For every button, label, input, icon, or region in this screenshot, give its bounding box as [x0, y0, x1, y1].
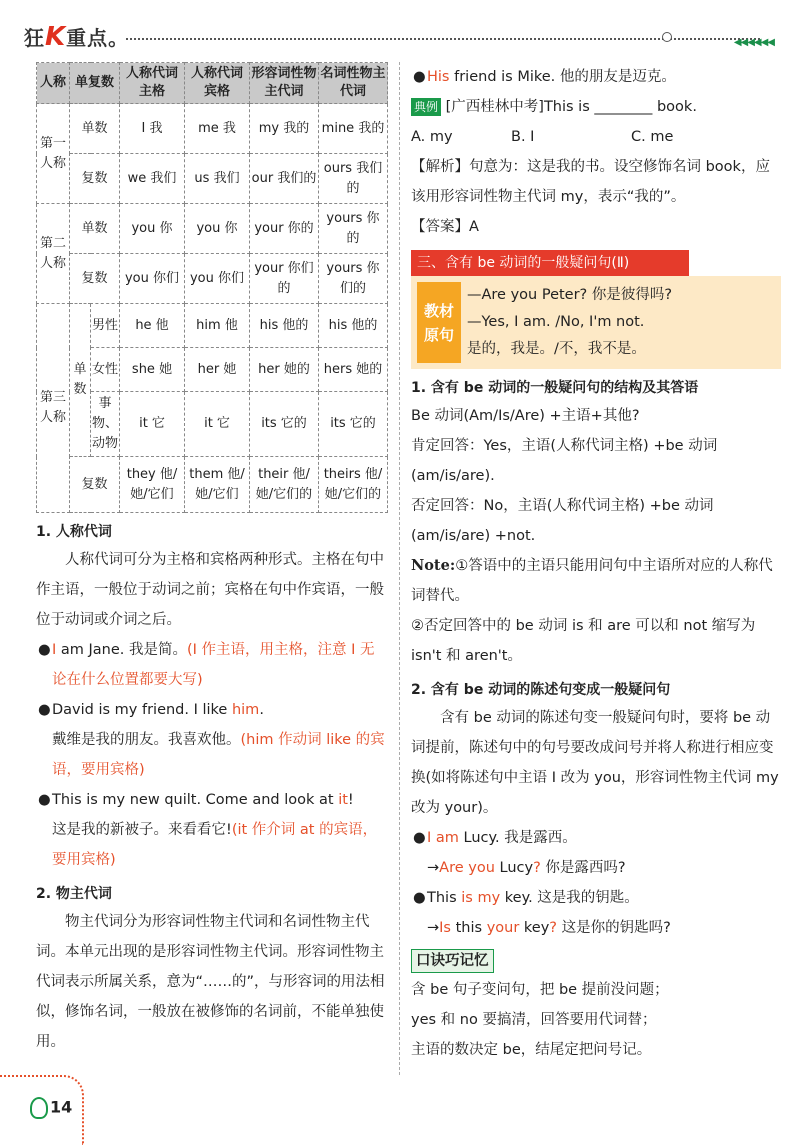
table-cell: mine 我的 [319, 104, 388, 154]
table-cell: us 我们 [185, 154, 250, 204]
textbook-original-box [411, 276, 781, 369]
ex2-cn: 戴维是我的朋友。我喜欢他。 [52, 732, 241, 748]
bullet-icon: ● [413, 890, 426, 906]
group-third-person: 第三人称 [37, 304, 70, 513]
e2-highlight: Are you [439, 860, 495, 876]
exercise-options [411, 122, 781, 152]
conversion-text: 含有 be 动词的陈述句变一般疑问句时，要将 be 动词提前，陈述句中的句号要改成问号并将人称进行相应变换(如将陈述句中主语 I 改为 you，形容词性物主代词 my 改为 your)。 [411, 710, 779, 816]
table-cell: theirs 他/她/它们的 [319, 457, 388, 513]
textbook-tag-2: 原句 [423, 325, 454, 344]
table-cell: I 我 [120, 104, 185, 154]
example-2-cn [36, 725, 388, 785]
table-cell: yours 你的 [319, 204, 388, 254]
table-cell: ours 我们的 [319, 154, 388, 204]
table-cell: it 它 [185, 392, 250, 457]
ex3-punct: ! [347, 792, 354, 808]
page-number [30, 1097, 72, 1119]
e4-this: this [451, 920, 487, 936]
balloon-icon [30, 1097, 48, 1119]
row-num: 复数 [70, 154, 120, 204]
ex3-cn: 这是我的新被子。来看看它! [52, 822, 232, 838]
table-cell: it 它 [120, 392, 185, 457]
textbook-dialog [467, 282, 672, 363]
his-text: friend is Mike. 他的朋友是迈克。 [449, 69, 676, 85]
table-cell: its 它的 [319, 392, 388, 457]
table-cell: you 你们 [120, 254, 185, 304]
e3-text-a: This [427, 890, 462, 906]
conv-example-1 [411, 823, 781, 853]
table-cell: her 她的 [250, 348, 319, 392]
option-c: C. me [631, 129, 674, 145]
ex2-note: (him 作动词 like 的宾语，要用宾格) [52, 732, 385, 778]
th-adj-possessive: 形容词性物主代词 [250, 63, 319, 104]
section-banner: 三、含有 be 动词的一般疑问句(Ⅱ) [411, 250, 689, 276]
option-a: A. my [411, 129, 453, 145]
table-row [37, 457, 388, 513]
table-cell: she 她 [120, 348, 185, 392]
logo-right: 重点。 [66, 26, 130, 50]
example-tag: 典例 [411, 98, 441, 116]
ex1-highlight: I [52, 642, 57, 658]
note-1-text: ①答语中的主语只能用问句中主语所对应的人称代词替代。 [411, 558, 773, 604]
table-cell: they 他/她/它们 [120, 457, 185, 513]
table-cell: your 你的 [250, 204, 319, 254]
example-1 [36, 635, 388, 695]
note-1 [411, 551, 781, 611]
table-cell: his 他的 [250, 304, 319, 348]
row-num: 复数 [70, 254, 120, 304]
table-row [37, 104, 388, 154]
table-cell: he 他 [120, 304, 185, 348]
note-2: ②否定回答中的 be 动词 is 和 are 可以和 not 缩写为 isn't 和 aren't。 [411, 618, 756, 664]
ex3-text: This is my new quilt. Come and look at [52, 792, 339, 808]
ex2-highlight: him [231, 702, 260, 718]
row-num: 事物、动物 [91, 392, 120, 457]
table-row [37, 204, 388, 254]
table-cell: their 他/她/它们的 [250, 457, 319, 513]
conversion-title: 2. 含有 be 动词的陈述句变成一般疑问句 [411, 682, 671, 698]
e4-highlight-your: your [486, 920, 520, 936]
table-cell: you 你 [120, 204, 185, 254]
ex1-note: (I 作主语，用主格，注意 I 无论在什么位置都要大写) [52, 642, 375, 688]
e1-text: Lucy. 我是露西。 [458, 830, 577, 846]
arrow-icon: → [427, 920, 440, 936]
structure-line-3: 否定回答：No，主语(人称代词主格) +be 动词(am/is/are) +not. [411, 498, 714, 544]
conv-example-3 [411, 883, 781, 913]
table-cell: its 它的 [250, 392, 319, 457]
table-cell: his 他的 [319, 304, 388, 348]
right-column [411, 62, 781, 1065]
mnemonic-title: 口诀巧记忆 [411, 949, 494, 973]
e4-key: key [519, 920, 550, 936]
th-subject: 人称代词主格 [120, 63, 185, 104]
ex2-punct: . [259, 702, 264, 718]
exercise-question [411, 92, 781, 122]
dialog-line-1: —Are you Peter? 你是彼得吗? [467, 287, 673, 303]
row-num: 男性 [91, 304, 120, 348]
e3-highlight: is my [461, 890, 501, 906]
left-column [36, 62, 388, 1057]
header-circle-icon [662, 32, 672, 42]
example-3 [36, 785, 388, 815]
bullet-icon: ● [413, 830, 426, 846]
header-logo [24, 22, 129, 52]
table-row [37, 254, 388, 304]
row-num: 女性 [91, 348, 120, 392]
th-noun-possessive: 名词性物主代词 [319, 63, 388, 104]
section-possessive-title: 2. 物主代词 [36, 886, 112, 902]
column-divider [399, 62, 400, 1075]
table-cell: my 我的 [250, 104, 319, 154]
structure-line-1: Be 动词(Am/Is/Are) +主语+其他? [411, 408, 640, 424]
conv-example-4 [411, 913, 781, 943]
table-cell: me 我 [185, 104, 250, 154]
e2-cn: 你是露西吗? [540, 860, 626, 876]
e2-text: Lucy [494, 860, 534, 876]
option-b: B. I [511, 129, 535, 145]
table-cell: we 我们 [120, 154, 185, 204]
mnemonic-line-1: 含 be 句子变问句，把 be 提前没问题； [411, 982, 669, 998]
bullet-icon: ● [38, 702, 51, 718]
group-first-person: 第一人称 [37, 104, 70, 204]
bullet-icon: ● [38, 642, 51, 658]
section-personal-pronouns-text: 人称代词可分为主格和宾格两种形式。主格在句中作主语，一般位于动词之前；宾格在句中作宾语，一般位于动词或介词之后。 [36, 552, 384, 628]
bullet-icon: ● [38, 792, 51, 808]
e4-qmark: ? [549, 920, 557, 936]
structure-line-2: 肯定回答：Yes，主语(人称代词主格) +be 动词(am/is/are). [411, 438, 718, 484]
ex2-text: David is my friend. I like [52, 702, 232, 718]
dialog-line-3: 是的，我是。/不，我不是。 [467, 341, 646, 357]
table-header-row [37, 63, 388, 104]
row-num: 单数 [70, 204, 120, 254]
th-object: 人称代词宾格 [185, 63, 250, 104]
mnemonic-line-3: 主语的数决定 be，结尾定把问号记。 [411, 1042, 652, 1058]
structure-title: 1. 含有 be 动词的一般疑问句的结构及其答语 [411, 380, 699, 396]
table-cell: your 你们的 [250, 254, 319, 304]
textbook-tag [417, 282, 461, 363]
table-cell: hers 她的 [319, 348, 388, 392]
pronoun-table [36, 62, 388, 513]
th-person: 人称 [37, 63, 70, 104]
table-cell: him 他 [185, 304, 250, 348]
conv-example-2 [411, 853, 781, 883]
textbook-tag-1: 教材 [423, 301, 454, 320]
his-highlight: His [427, 69, 450, 85]
ex3-highlight: it [338, 792, 348, 808]
example-his [411, 62, 781, 92]
logo-left: 狂 [24, 26, 45, 50]
exercise-text: [广西桂林中考]This is ________ book. [445, 99, 697, 115]
note-label: Note: [411, 557, 456, 574]
ex1-text: am Jane. 我是简。 [56, 642, 188, 658]
analysis: 【解析】句意为：这是我的书。设空修饰名词 book，应该用形容词性物主代词 my，表示“我的”。 [411, 159, 770, 205]
group-second-person: 第二人称 [37, 204, 70, 304]
arrow-icon: → [427, 860, 440, 876]
e4-highlight-is: Is [439, 920, 451, 936]
dialog-line-2: —Yes, I am. /No, I'm not. [467, 314, 645, 330]
mnemonic-line-2: yes 和 no 要搞清，回答要用代词替； [411, 1012, 657, 1028]
e2-qmark: ? [533, 860, 541, 876]
table-cell: them 他/她/它们 [185, 457, 250, 513]
e4-cn: 这是你的钥匙吗? [557, 920, 671, 936]
th-number: 单复数 [70, 63, 120, 104]
section-personal-pronouns-title: 1. 人称代词 [36, 524, 112, 540]
row-num: 单数 [70, 104, 120, 154]
table-cell: our 我们的 [250, 154, 319, 204]
table-row [37, 304, 388, 348]
answer: 【答案】A [411, 219, 479, 235]
section-possessive-text: 物主代词分为形容词性物主代词和名词性物主代词。本单元出现的是形容词性物主代词。形容词性物主代词表示所属关系，意为“……的”，与形容词的用法相似，修饰名词，一般放在被修饰的名词前，不能单独使用。 [36, 914, 385, 1050]
page-number-text: 14 [50, 1097, 73, 1117]
header-arrows-icon: ◀◀◀◀◀◀ [733, 37, 774, 48]
table-cell: her 她 [185, 348, 250, 392]
sub-singular: 单数 [70, 304, 91, 457]
table-cell: you 你 [185, 204, 250, 254]
e1-highlight: I am [427, 830, 459, 846]
row-num: 复数 [70, 457, 120, 513]
table-row [37, 154, 388, 204]
table-cell: you 你们 [185, 254, 250, 304]
e3-text-c: key. 这是我的钥匙。 [500, 890, 639, 906]
logo-k: K [45, 22, 67, 52]
table-cell: yours 你们的 [319, 254, 388, 304]
example-3-cn [36, 815, 388, 875]
example-2 [36, 695, 388, 725]
ex3-note: (it 作介词 at 的宾语，要用宾格) [52, 822, 378, 868]
bullet-icon: ● [413, 69, 426, 85]
